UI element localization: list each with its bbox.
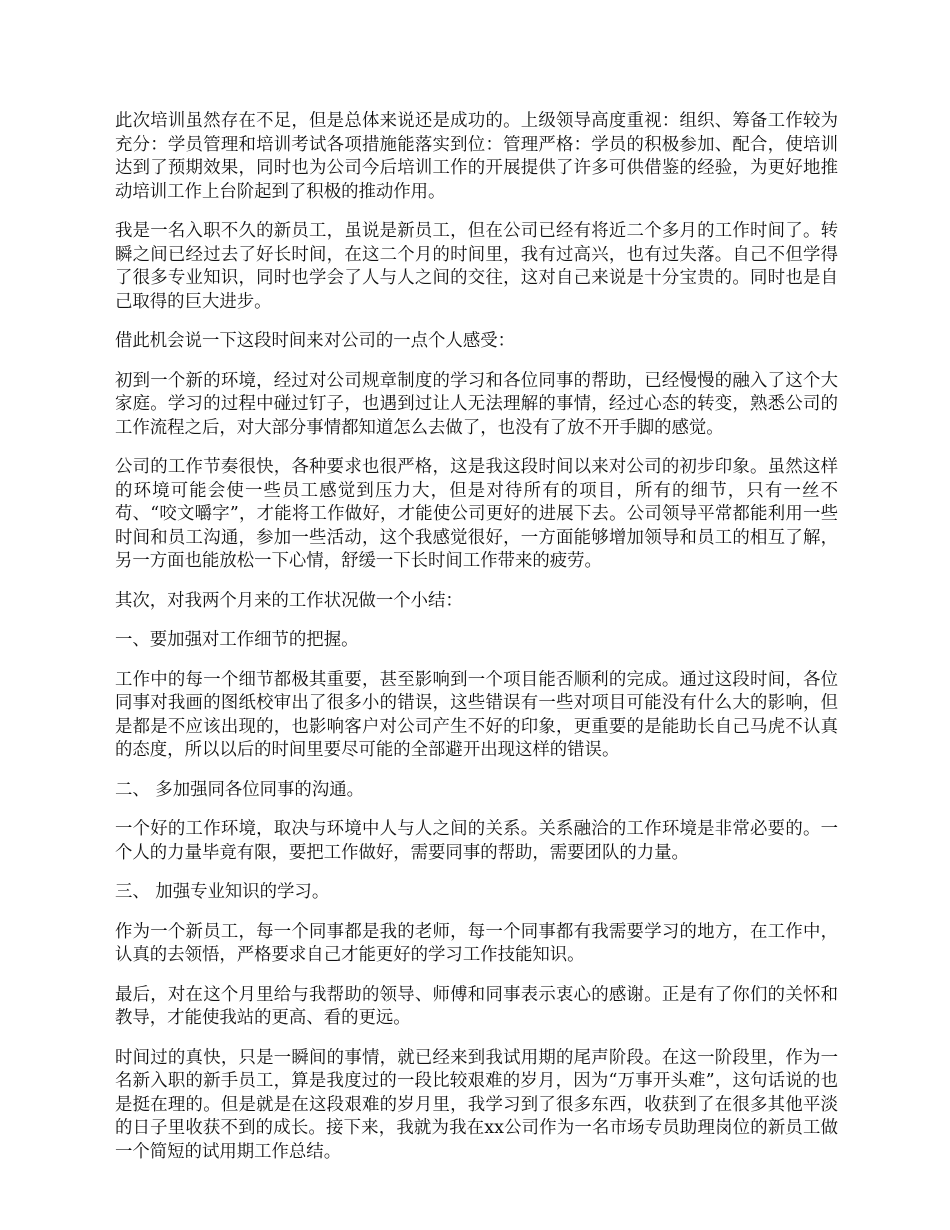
heading-point-two: 二、 多加强同各位同事的沟通。 bbox=[115, 779, 364, 800]
paragraph-probation-summary: 时间过的真快，只是一瞬间的事情，就已经来到我试用期的尾声阶段。在这一阶段里，作为一名新入职的新手员工，算是我度过的一段比较艰难的岁月，因为“万事开头难”，这句话说的也是挺在理的。但是就是在这段艰难的岁月里，我学习到了很多东西，收获到了在很多其他平淡的日子里收获不到的成长。接下来，我就为我在xx公司作为一名市场专员助理岗位的新员工做一个简短的试用期工作总结。 bbox=[115, 1047, 838, 1162]
paragraph-communication: 一个好的工作环境，取决与环境中人与人之间的关系。关系融洽的工作环境是非常必要的。一个人的力量毕竟有限，要把工作做好，需要同事的帮助，需要团队的力量。 bbox=[115, 819, 838, 863]
paragraph-work-pace: 公司的工作节奏很快，各种要求也很严格，这是我这段时间以来对公司的初步印象。虽然这样的环境可能会使一些员工感觉到压力大，但是对待所有的项目，所有的细节，只有一丝不苟、“咬文嚼字”，才能将工作做好，才能使公司更好的进展下去。公司领导平常都能利用一些时间和员工沟通，参加一些活动，这个我感觉很好，一方面能够增加领导和员工的相互了解，另一方面也能放松一下心情，舒缓一下长时间工作带来的疲劳。 bbox=[115, 457, 838, 571]
paragraph-learning: 作为一个新员工，每一个同事都是我的老师，每一个同事都有我需要学习的地方，在工作中，认真的去领悟，严格要求自己才能更好的学习工作技能知识。 bbox=[115, 921, 838, 965]
paragraph-impressions-lead: 借此机会说一下这段时间来对公司的一点个人感受： bbox=[115, 331, 515, 351]
heading-point-one: 一、要加强对工作细节的把握。 bbox=[115, 630, 359, 650]
paragraph-summary-lead: 其次，对我两个月来的工作状况做一个小结： bbox=[115, 590, 463, 611]
paragraph-training-summary: 此次培训虽然存在不足，但是总体来说还是成功的。上级领导高度重视：组织、筹备工作较为充分：学员管理和培训考试各项措施能落实到位：管理严格：学员的积极参加、配合，使培训达到了预期效果，同时也为公司今后培训工作的开展提供了许多可供借鉴的经验，为更好地推动培训工作上台阶起到了积极的推动作用。 bbox=[115, 111, 838, 202]
paragraph-new-employee-intro: 我是一名入职不久的新员工，虽说是新员工，但在公司已经有将近二个多月的工作时间了。转瞬之间已经过去了好长时间，在这二个月的时间里，我有过高兴，也有过失落。自己不但学得了很多专业知识，同时也学会了人与人之间的交往，这对自己来说是十分宝贵的。同时也是自己取得的巨大进步。 bbox=[115, 221, 838, 312]
paragraph-new-environment: 初到一个新的环境，经过对公司规章制度的学习和各位同事的帮助，已经慢慢的融入了这个大家庭。学习的过程中碰过钉子，也遇到过让人无法理解的事情，经过心态的转变，熟悉公司的工作流程之后，对大部分事情都知道怎么去做了，也没有了放不开手脚的感觉。 bbox=[115, 370, 838, 438]
paragraph-thanks: 最后，对在这个月里给与我帮助的领导、师傅和同事表示衷心的感谢。正是有了你们的关怀和教导，才能使我站的更高、看的更远。 bbox=[115, 984, 838, 1028]
paragraph-details: 工作中的每一个细节都极其重要，甚至影响到一个项目能否顺利的完成。通过这段时间，各位同事对我画的图纸校审出了很多小的错误，这些错误有一些对项目可能没有什么大的影响，但是都是不应该出现的，也影响客户对公司产生不好的印象，更重要的是能助长自己马虎不认真的态度，所以以后的时间里要尽可能的全部避开出现这样的错误。 bbox=[115, 669, 838, 760]
heading-point-three: 三、 加强专业知识的学习。 bbox=[115, 882, 330, 902]
